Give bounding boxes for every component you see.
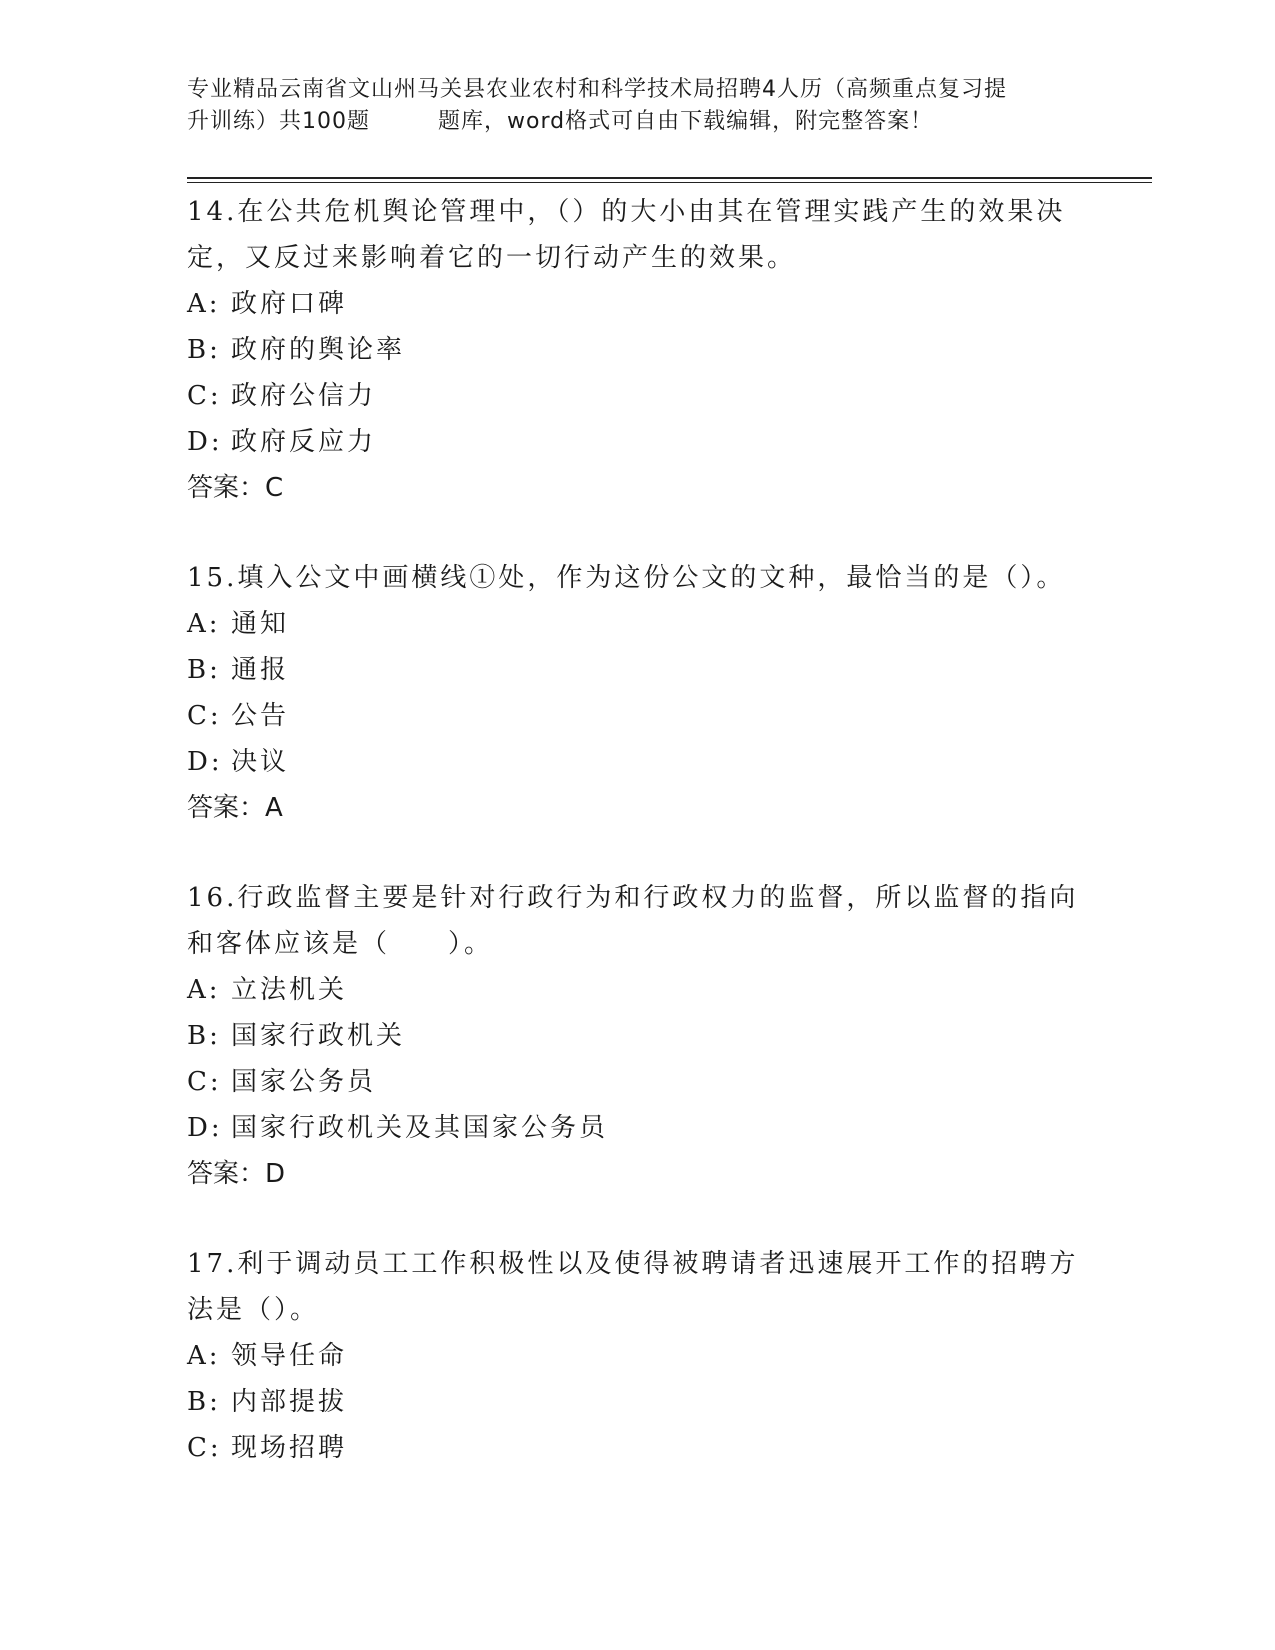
question-item — [187, 875, 1087, 1197]
option-a — [187, 281, 1087, 327]
question-stem-line: 17.利于调动员工工作积极性以及使得被聘请者迅速展开工作的招聘方 — [187, 1249, 1079, 1279]
option-letter: C: — [187, 1067, 222, 1097]
header-divider-thick — [187, 177, 1152, 179]
option-d — [187, 419, 1087, 465]
option-text: 国家公务员 — [231, 1067, 377, 1097]
option-text: 政府反应力 — [231, 427, 377, 457]
option-c — [187, 1059, 1087, 1105]
option-letter: B: — [187, 655, 221, 685]
option-letter: D: — [187, 747, 223, 777]
option-text: 国家行政机关及其国家公务员 — [231, 1113, 609, 1143]
question-stem-line: 和客体应该是（ ）。 — [187, 929, 494, 959]
option-letter: B: — [187, 1387, 221, 1417]
option-text: 政府口碑 — [231, 289, 348, 319]
option-letter: C: — [187, 1433, 222, 1463]
option-a — [187, 967, 1087, 1013]
question-item — [187, 189, 1087, 511]
option-a — [187, 1333, 1087, 1379]
option-letter: B: — [187, 1021, 221, 1051]
option-text: 政府公信力 — [231, 381, 377, 411]
question-stem-line: 14.在公共危机舆论管理中，（）的大小由其在管理实践产生的效果决 — [187, 197, 1066, 227]
option-b — [187, 1379, 1087, 1425]
header-line-2 — [187, 106, 1087, 138]
option-letter: D: — [187, 1113, 223, 1143]
option-text: 立法机关 — [231, 975, 348, 1005]
question-stem-line: 定，又反过来影响着它的一切行动产生的效果。 — [187, 243, 797, 273]
question-stem-line: 16.行政监督主要是针对行政行为和行政权力的监督，所以监督的指向 — [187, 883, 1079, 913]
option-text: 政府的舆论率 — [231, 335, 406, 365]
option-letter: A: — [187, 975, 221, 1005]
option-c — [187, 693, 1087, 739]
header-line-2-part-b: 题库，word格式可自由下载编辑，附完整答案！ — [438, 109, 934, 134]
option-d — [187, 739, 1087, 785]
document-header — [187, 74, 1087, 138]
option-text: 决议 — [231, 747, 290, 777]
answer-label: 答案：A — [187, 793, 283, 823]
question-item — [187, 1241, 1087, 1471]
option-b — [187, 1013, 1087, 1059]
question-item — [187, 555, 1087, 831]
option-c — [187, 373, 1087, 419]
option-a — [187, 601, 1087, 647]
option-b — [187, 327, 1087, 373]
option-text: 通知 — [231, 609, 290, 639]
option-text: 国家行政机关 — [231, 1021, 406, 1051]
option-text: 领导任命 — [231, 1341, 348, 1371]
option-letter: D: — [187, 427, 223, 457]
option-letter: C: — [187, 701, 222, 731]
option-text: 通报 — [231, 655, 290, 685]
option-c — [187, 1425, 1087, 1471]
header-divider-thin — [187, 182, 1152, 183]
option-letter: A: — [187, 1341, 221, 1371]
question-list — [187, 189, 1087, 1515]
header-line-1: 专业精品云南省文山州马关县农业农村和科学技术局招聘4人历（高频重点复习提 — [187, 77, 1007, 102]
option-b — [187, 647, 1087, 693]
question-stem-line: 法是（）。 — [187, 1295, 320, 1325]
option-letter: B: — [187, 335, 221, 365]
option-letter: A: — [187, 609, 221, 639]
answer-label: 答案：D — [187, 1159, 286, 1189]
option-letter: C: — [187, 381, 222, 411]
question-stem-line: 15.填入公文中画横线①处，作为这份公文的文种，最恰当的是（）。 — [187, 563, 1066, 593]
option-d — [187, 1105, 1087, 1151]
answer-label: 答案：C — [187, 473, 284, 503]
option-text: 公告 — [231, 701, 290, 731]
option-text: 现场招聘 — [231, 1433, 348, 1463]
option-letter: A: — [187, 289, 221, 319]
header-line-2-part-a: 升训练）共100题 — [187, 109, 370, 134]
option-text: 内部提拔 — [231, 1387, 348, 1417]
